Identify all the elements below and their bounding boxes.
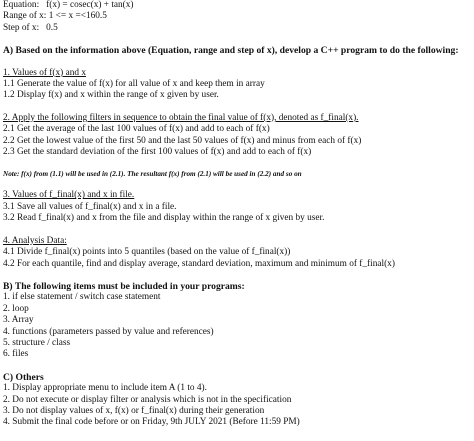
list-item: 3. Array	[3, 315, 34, 326]
list-item: 2. Do not execute or display filter or analysis which is not in the specification	[3, 394, 292, 405]
range-line: Range of x: 1 <= x =<160.5	[3, 11, 107, 22]
section-a-heading: A) Based on the information above (Equation, range and step of x), develop a C++ program to do the following:	[3, 45, 459, 57]
list-item: 3.2 Read f_final(x) and x from the file and display within the range of x given by user.	[3, 213, 325, 224]
list-item: 6. files	[3, 349, 29, 360]
group-1-title: 1. Values of f(x) and x	[3, 67, 86, 78]
list-item: 2.2 Get the lowest value of the first 50 and the last 50 values of f(x) and minus from each of f(x)	[3, 135, 362, 146]
list-item: 4.1 Divide f_final(x) points into 5 quantiles (based on the value of f_final(x))	[3, 247, 291, 258]
filter-note: Note: f(x) from (1.1) will be used in (2.1). The resultant f(x) from (2.1) will be used in (2.2) and so on	[3, 170, 302, 179]
list-item: 3. Do not display values of x, f(x) or f_final(x) during their generation	[3, 405, 265, 416]
list-item: 1. Display appropriate menu to include item A (1 to 4).	[3, 383, 207, 394]
list-item: 4. functions (parameters passed by value and references)	[3, 326, 214, 337]
list-item: 2.3 Get the standard deviation of the first 100 values of f(x) and add to each of f(x)	[3, 147, 312, 158]
group-2-title: 2. Apply the following filters in sequence to obtain the final value of f(x), denoted as f_final(x).	[3, 112, 359, 123]
list-item: 1.1 Generate the value of f(x) for all value of x and keep them in array	[3, 79, 265, 90]
list-item: 1. if else statement / switch case statement	[3, 292, 161, 303]
list-item: 4. Submit the final code before or on Friday, 9th JULY 2021 (Before 11:59 PM)	[3, 417, 300, 428]
equation-line: Equation: f(x) = cosec(x) + tan(x)	[3, 0, 134, 10]
list-item: 5. structure / class	[3, 337, 71, 348]
group-3-title: 3. Values of f_final(x) and x in file.	[3, 190, 135, 201]
list-item: 3.1 Save all values of f_final(x) and x in a file.	[3, 201, 177, 212]
step-line: Step of x: 0.5	[3, 22, 58, 33]
list-item: 2.1 Get the average of the last 100 values of f(x) and add to each of f(x)	[3, 124, 270, 135]
list-item: 2. loop	[3, 303, 29, 314]
list-item: 4.2 For each quantile, find and display average, standard deviation, maximum and minimum of f_final(x)	[3, 258, 395, 269]
group-4-title: 4. Analysis Data:	[3, 235, 67, 246]
list-item: 1.2 Display f(x) and x within the range of x given by user.	[3, 90, 219, 101]
section-b-heading: B) The following items must be included in your programs:	[3, 280, 245, 292]
section-c-heading: C) Others	[3, 371, 44, 383]
